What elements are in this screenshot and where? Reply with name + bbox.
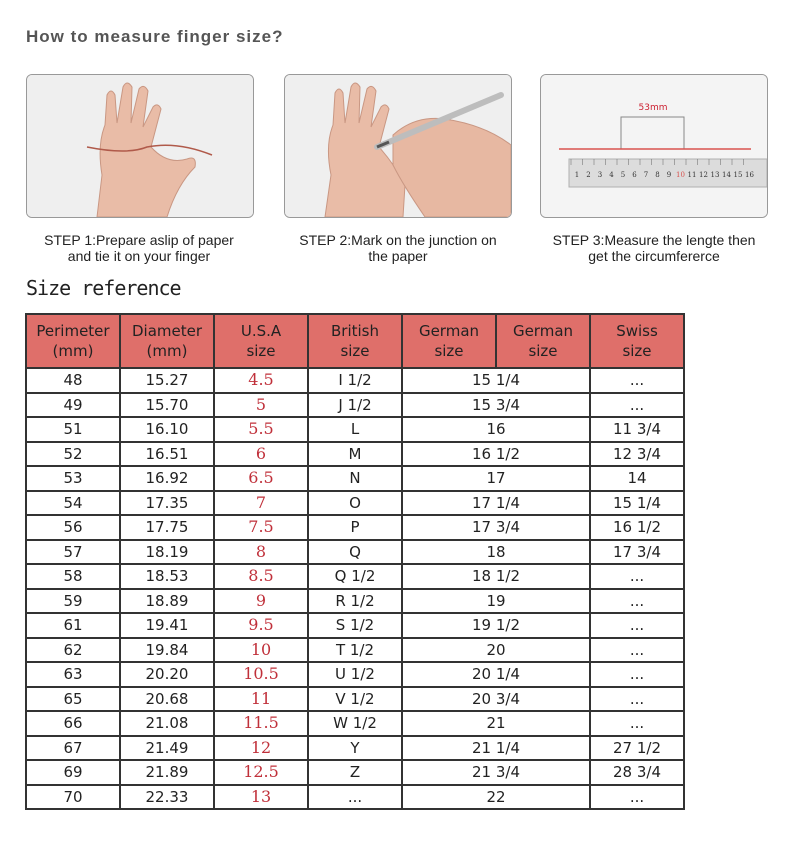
cell-german-size: 17 (402, 466, 590, 491)
ruler-tick-label: 15 (733, 171, 743, 179)
size-reference-title: Size reference (26, 276, 181, 300)
table-row (26, 442, 684, 467)
cell-perimeter: 69 (26, 760, 120, 785)
cell-usa-size: 12.5 (214, 760, 308, 785)
cell-british-size: N (308, 466, 402, 491)
cell-usa-size: 11.5 (214, 711, 308, 736)
cell-british-size: Q 1/2 (308, 564, 402, 589)
hand-with-string-icon (27, 75, 253, 217)
cell-diameter: 21.08 (120, 711, 214, 736)
cell-diameter: 17.75 (120, 515, 214, 540)
table-row (26, 368, 684, 393)
step-2-line-1: STEP 2:Mark on the junction on (299, 232, 497, 248)
step-3-line-1: STEP 3:Measure the lengte then (552, 232, 756, 248)
cell-swiss-size: 27 1/2 (590, 736, 684, 761)
ruler-tick-label: 4 (609, 171, 614, 179)
table-row (26, 711, 684, 736)
cell-usa-size: 7.5 (214, 515, 308, 540)
table-row (26, 466, 684, 491)
step-2-caption (268, 232, 528, 264)
cell-british-size: I 1/2 (308, 368, 402, 393)
table-row (26, 760, 684, 785)
cell-perimeter: 54 (26, 491, 120, 516)
cell-perimeter: 61 (26, 613, 120, 638)
table-row (26, 638, 684, 663)
table-row (26, 785, 684, 810)
cell-german-size: 18 1/2 (402, 564, 590, 589)
cell-swiss-size: ... (590, 638, 684, 663)
table-row (26, 540, 684, 565)
ruler-tick-label: 9 (666, 171, 672, 179)
cell-diameter: 20.68 (120, 687, 214, 712)
cell-usa-size: 10 (214, 638, 308, 663)
cell-german-size: 17 3/4 (402, 515, 590, 540)
cell-swiss-size: ... (590, 687, 684, 712)
cell-german-size: 15 3/4 (402, 393, 590, 418)
measure-label: 53mm (638, 103, 668, 113)
cell-diameter: 21.89 (120, 760, 214, 785)
step-2-line-2: the paper (368, 248, 428, 264)
table-row (26, 662, 684, 687)
cell-british-size: U 1/2 (308, 662, 402, 687)
cell-usa-size: 6.5 (214, 466, 308, 491)
cell-usa-size: 5.5 (214, 417, 308, 442)
cell-swiss-size: 17 3/4 (590, 540, 684, 565)
table-row (26, 687, 684, 712)
cell-diameter: 17.35 (120, 491, 214, 516)
table-row (26, 417, 684, 442)
cell-diameter: 22.33 (120, 785, 214, 810)
cell-usa-size: 12 (214, 736, 308, 761)
cell-swiss-size: 28 3/4 (590, 760, 684, 785)
cell-perimeter: 53 (26, 466, 120, 491)
cell-swiss-size: 11 3/4 (590, 417, 684, 442)
cell-usa-size: 9.5 (214, 613, 308, 638)
cell-british-size: Z (308, 760, 402, 785)
cell-swiss-size: 14 (590, 466, 684, 491)
cell-perimeter: 51 (26, 417, 120, 442)
ruler-tick-label: 13 (710, 171, 720, 179)
header-swiss: Swiss size (590, 314, 684, 368)
cell-british-size: L (308, 417, 402, 442)
ruler-tick-label: 10 (676, 171, 685, 179)
cell-british-size: ... (308, 785, 402, 810)
cell-diameter: 18.53 (120, 564, 214, 589)
table-row (26, 491, 684, 516)
cell-usa-size: 10.5 (214, 662, 308, 687)
cell-german-size: 18 (402, 540, 590, 565)
cell-swiss-size: ... (590, 564, 684, 589)
cell-german-size: 20 (402, 638, 590, 663)
size-table (25, 313, 685, 810)
cell-german-size: 19 1/2 (402, 613, 590, 638)
cell-british-size: R 1/2 (308, 589, 402, 614)
cell-diameter: 20.20 (120, 662, 214, 687)
cell-diameter: 18.89 (120, 589, 214, 614)
cell-usa-size: 11 (214, 687, 308, 712)
cell-swiss-size: ... (590, 589, 684, 614)
cell-german-size: 22 (402, 785, 590, 810)
cell-diameter: 15.70 (120, 393, 214, 418)
cell-perimeter: 63 (26, 662, 120, 687)
ruler-tick-label: 16 (745, 171, 754, 179)
cell-swiss-size: ... (590, 785, 684, 810)
cell-british-size: V 1/2 (308, 687, 402, 712)
cell-perimeter: 65 (26, 687, 120, 712)
table-row (26, 515, 684, 540)
cell-british-size: P (308, 515, 402, 540)
ruler-tick-label: 2 (586, 171, 591, 179)
cell-german-size: 16 (402, 417, 590, 442)
cell-usa-size: 5 (214, 393, 308, 418)
step-3-caption (524, 232, 784, 264)
cell-usa-size: 4.5 (214, 368, 308, 393)
cell-perimeter: 58 (26, 564, 120, 589)
cell-german-size: 19 (402, 589, 590, 614)
header-perimeter: Perimeter (mm) (26, 314, 120, 368)
cell-diameter: 16.51 (120, 442, 214, 467)
table-row (26, 564, 684, 589)
table-row (26, 393, 684, 418)
header-diameter: Diameter (mm) (120, 314, 214, 368)
step-1-line-2: and tie it on your finger (67, 248, 211, 264)
cell-perimeter: 62 (26, 638, 120, 663)
ruler-tick-label: 1 (574, 171, 580, 179)
cell-usa-size: 9 (214, 589, 308, 614)
cell-german-size: 17 1/4 (402, 491, 590, 516)
cell-british-size: T 1/2 (308, 638, 402, 663)
step-2-image (284, 74, 512, 218)
ruler-tick-label: 5 (620, 171, 626, 179)
cell-british-size: Y (308, 736, 402, 761)
ruler-icon (541, 75, 767, 217)
header-british: British size (308, 314, 402, 368)
ruler-tick-label: 11 (687, 171, 697, 179)
cell-german-size: 20 1/4 (402, 662, 590, 687)
hand-marking-pen-icon (285, 75, 511, 217)
cell-perimeter: 66 (26, 711, 120, 736)
table-header-row (26, 314, 684, 368)
cell-swiss-size: ... (590, 613, 684, 638)
cell-diameter: 16.10 (120, 417, 214, 442)
ruler-tick-label: 3 (597, 171, 603, 179)
cell-perimeter: 52 (26, 442, 120, 467)
cell-swiss-size: ... (590, 711, 684, 736)
page-title: How to measure finger size? (26, 27, 284, 46)
cell-german-size: 20 3/4 (402, 687, 590, 712)
header-german-2: German size (496, 314, 590, 368)
cell-diameter: 19.41 (120, 613, 214, 638)
cell-usa-size: 8 (214, 540, 308, 565)
ruler-tick-label: 6 (632, 171, 637, 179)
cell-diameter: 16.92 (120, 466, 214, 491)
cell-perimeter: 49 (26, 393, 120, 418)
cell-perimeter: 57 (26, 540, 120, 565)
cell-swiss-size: 16 1/2 (590, 515, 684, 540)
ruler-tick-label: 14 (722, 171, 731, 179)
cell-usa-size: 6 (214, 442, 308, 467)
cell-british-size: M (308, 442, 402, 467)
step-1-line-1: STEP 1:Prepare aslip of paper (44, 232, 234, 248)
cell-german-size: 21 1/4 (402, 736, 590, 761)
step-3-image (540, 74, 768, 218)
ruler-tick-label: 8 (655, 171, 660, 179)
step-1-image (26, 74, 254, 218)
cell-british-size: O (308, 491, 402, 516)
cell-british-size: W 1/2 (308, 711, 402, 736)
cell-perimeter: 48 (26, 368, 120, 393)
table-row (26, 613, 684, 638)
cell-swiss-size: ... (590, 662, 684, 687)
cell-usa-size: 8.5 (214, 564, 308, 589)
cell-swiss-size: ... (590, 393, 684, 418)
table-row (26, 589, 684, 614)
ruler-tick-label: 7 (643, 171, 649, 179)
cell-usa-size: 13 (214, 785, 308, 810)
cell-german-size: 15 1/4 (402, 368, 590, 393)
cell-diameter: 19.84 (120, 638, 214, 663)
cell-diameter: 21.49 (120, 736, 214, 761)
header-usa: U.S.A size (214, 314, 308, 368)
ruler-tick-label: 12 (699, 171, 708, 179)
cell-perimeter: 70 (26, 785, 120, 810)
table-row (26, 736, 684, 761)
cell-german-size: 21 (402, 711, 590, 736)
cell-usa-size: 7 (214, 491, 308, 516)
cell-diameter: 18.19 (120, 540, 214, 565)
step-3-line-2: get the circumfererce (588, 248, 720, 264)
cell-british-size: J 1/2 (308, 393, 402, 418)
header-german-1: German size (402, 314, 496, 368)
cell-german-size: 21 3/4 (402, 760, 590, 785)
cell-swiss-size: 15 1/4 (590, 491, 684, 516)
cell-swiss-size: 12 3/4 (590, 442, 684, 467)
cell-perimeter: 56 (26, 515, 120, 540)
cell-perimeter: 59 (26, 589, 120, 614)
cell-german-size: 16 1/2 (402, 442, 590, 467)
cell-british-size: Q (308, 540, 402, 565)
step-1-caption (9, 232, 269, 264)
cell-diameter: 15.27 (120, 368, 214, 393)
cell-perimeter: 67 (26, 736, 120, 761)
cell-swiss-size: ... (590, 368, 684, 393)
cell-british-size: S 1/2 (308, 613, 402, 638)
